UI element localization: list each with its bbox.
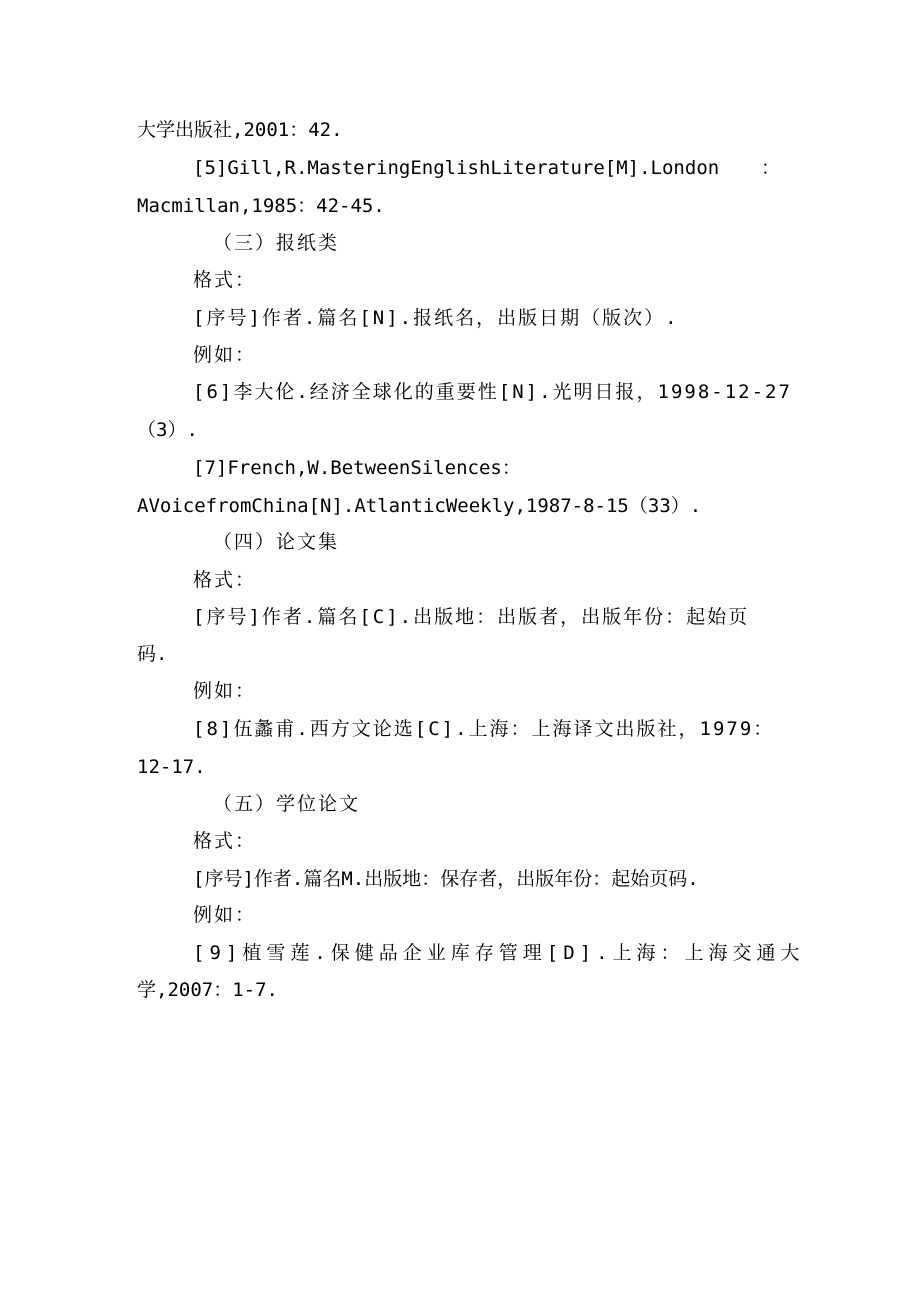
- reference-text: [5]Gill,R.MasteringEnglishLiterature[M].London: [193, 157, 720, 179]
- section-heading: （四）论文集: [213, 531, 340, 553]
- format-label: 格式：: [193, 830, 257, 852]
- text-line: 学,2007：1-7.: [137, 979, 278, 1001]
- separator-colon: ：: [761, 157, 781, 179]
- text-line: 大学出版社,2001：42.: [137, 119, 343, 141]
- example-label: 例如：: [193, 904, 257, 926]
- example-label: 例如：: [193, 344, 257, 366]
- format-template: [序号]作者.篇名M.出版地：保存者，出版年份：起始页码.: [193, 868, 699, 890]
- reference-entry: [193, 150, 920, 187]
- example-label: 例如：: [193, 680, 257, 702]
- section-heading: （五）学位论文: [213, 793, 361, 815]
- reference-entry: [9]植雪莲.保健品企业库存管理[D].上海：上海交通大: [193, 942, 805, 964]
- text-line: Macmillan,1985：42-45.: [137, 195, 385, 217]
- format-label: 格式：: [193, 269, 257, 291]
- format-template: [序号]作者.篇名[C].出版地：出版者，出版年份：起始页: [193, 606, 750, 628]
- text-line: 12-17.: [137, 756, 206, 778]
- text-line: 码.: [137, 643, 168, 665]
- text-line: AVoicefromChina[N].AtlanticWeekly,1987-8-15（33）.: [137, 495, 702, 517]
- reference-entry: [6]李大伦.经济全球化的重要性[N].光明日报，1998-12-27: [193, 381, 792, 403]
- reference-entry: [7]French,W.BetweenSilences：: [193, 457, 521, 479]
- format-label: 格式：: [193, 569, 257, 591]
- reference-entry: [8]伍蠡甫.西方文论选[C].上海：上海译文出版社，1979：: [193, 718, 775, 740]
- text-line: （3）.: [137, 419, 198, 441]
- format-template: [序号]作者.篇名[N].报纸名，出版日期（版次）.: [193, 307, 679, 329]
- section-heading: （三）报纸类: [213, 232, 340, 254]
